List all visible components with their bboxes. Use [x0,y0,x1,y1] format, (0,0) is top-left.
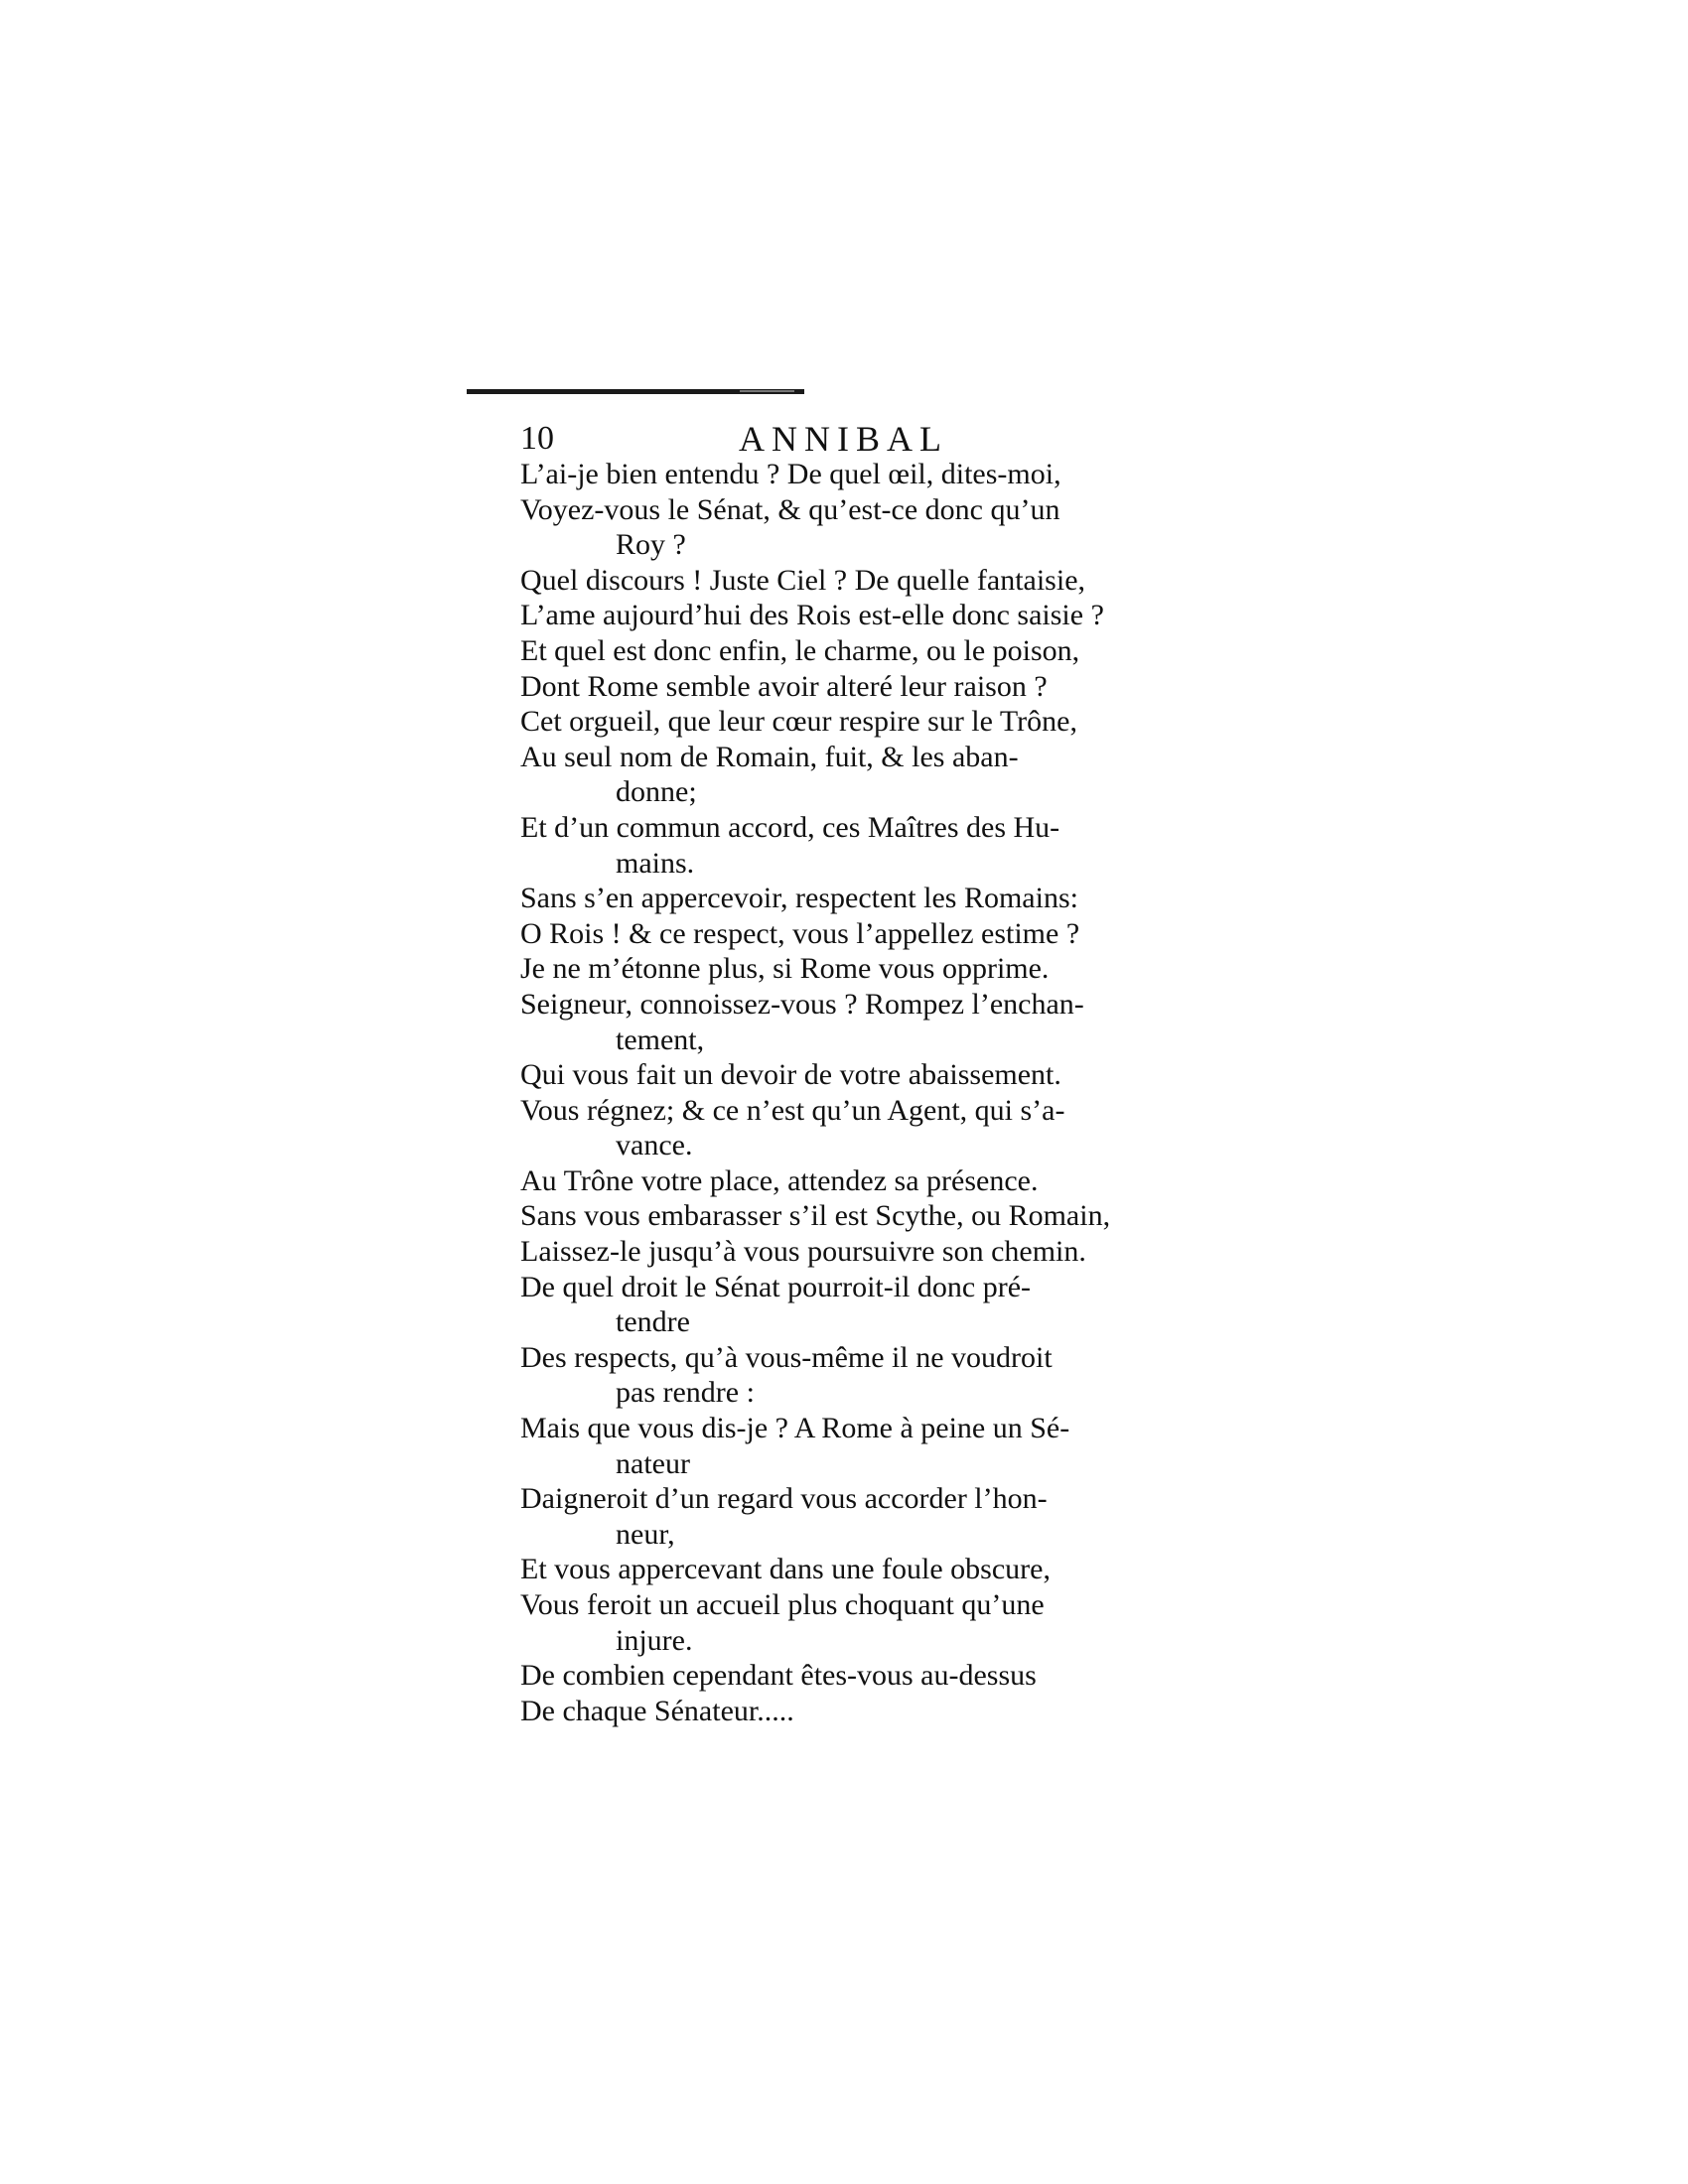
verse-runover-line: tendre [616,1305,690,1339]
verse-line: Quel discours ! Juste Ciel ? De quelle fantaisie, [520,563,1086,597]
verse-line: L’ai-je bien entendu ? De quel œil, dites-moi, [520,458,1061,490]
verse-line: L’ame aujourd’hui des Rois est-elle donc saisie ? [520,599,1104,632]
verse-text [520,457,1196,1728]
verse-line: De quel droit le Sénat pourroit-il donc pré- [520,1270,1032,1303]
verse-runover-line: nateur [616,1446,690,1480]
verse-line: Laissez-le jusqu’à vous poursuivre son chemin. [520,1235,1086,1269]
page-header [520,415,1196,463]
verse-runover-line: Roy ? [616,528,686,562]
verse-line: Qui vous fait un devoir de votre abaissement. [520,1058,1061,1092]
verse-runover-line: donne; [616,775,697,809]
verse-runover-line: pas rendre : [616,1376,755,1410]
verse-runover-line: tement, [616,1023,705,1056]
verse-line: Sans s’en appercevoir, respectent les Romains: [520,882,1078,915]
verse-line: Voyez-vous le Sénat, & qu’est-ce donc qu’un [520,492,1060,526]
verse-line: Dont Rome semble avoir alteré leur raison ? [520,669,1048,703]
verse-line: Des respects, qu’à vous-même il ne voudroit [520,1340,1053,1374]
verse-line: Et vous appercevant dans une foule obscure, [520,1553,1051,1586]
verse-runover-line: injure. [616,1623,693,1657]
verse-line: Mais que vous dis-je ? A Rome à peine un Sé- [520,1412,1070,1445]
verse-runover-line: vance. [616,1129,693,1162]
verse-line: Cet orgueil, que leur cœur respire sur le Trône, [520,705,1077,739]
verse-runover-line: mains. [616,846,695,880]
verse-line: Et d’un commun accord, ces Maîtres des Hu- [520,810,1060,844]
verse-line: Daigneroit d’un regard vous accorder l’hon- [520,1482,1048,1516]
verse-line: Et quel est donc enfin, le charme, ou le poison, [520,633,1080,667]
verse-line: Sans vous embarasser s’il est Scythe, ou Romain, [520,1199,1111,1233]
verse-runover-line: neur, [616,1517,675,1551]
verse-line: Je ne m’étonne plus, si Rome vous opprime. [520,952,1050,986]
verse-line: Vous régnez; & ce n’est qu’un Agent, qui s’a- [520,1093,1065,1127]
verse-line: Seigneur, connoissez-vous ? Rompez l’enchan- [520,987,1084,1021]
verse-line: De combien cependant êtes-vous au-dessus [520,1659,1037,1693]
verse-line: Vous feroit un accueil plus choquant qu’une [520,1588,1045,1621]
header-rule-tail [740,390,794,392]
page-number: 10 [520,420,554,457]
verse-line: Au Trône votre place, attendez sa présence. [520,1163,1039,1197]
verse-line: O Rois ! & ce respect, vous l’appellez estime ? [520,916,1080,950]
verse-line: De chaque Sénateur..... [520,1694,794,1727]
verse-line: Au seul nom de Romain, fuit, & les aban- [520,740,1019,773]
running-title: ANNIBAL [739,419,948,459]
